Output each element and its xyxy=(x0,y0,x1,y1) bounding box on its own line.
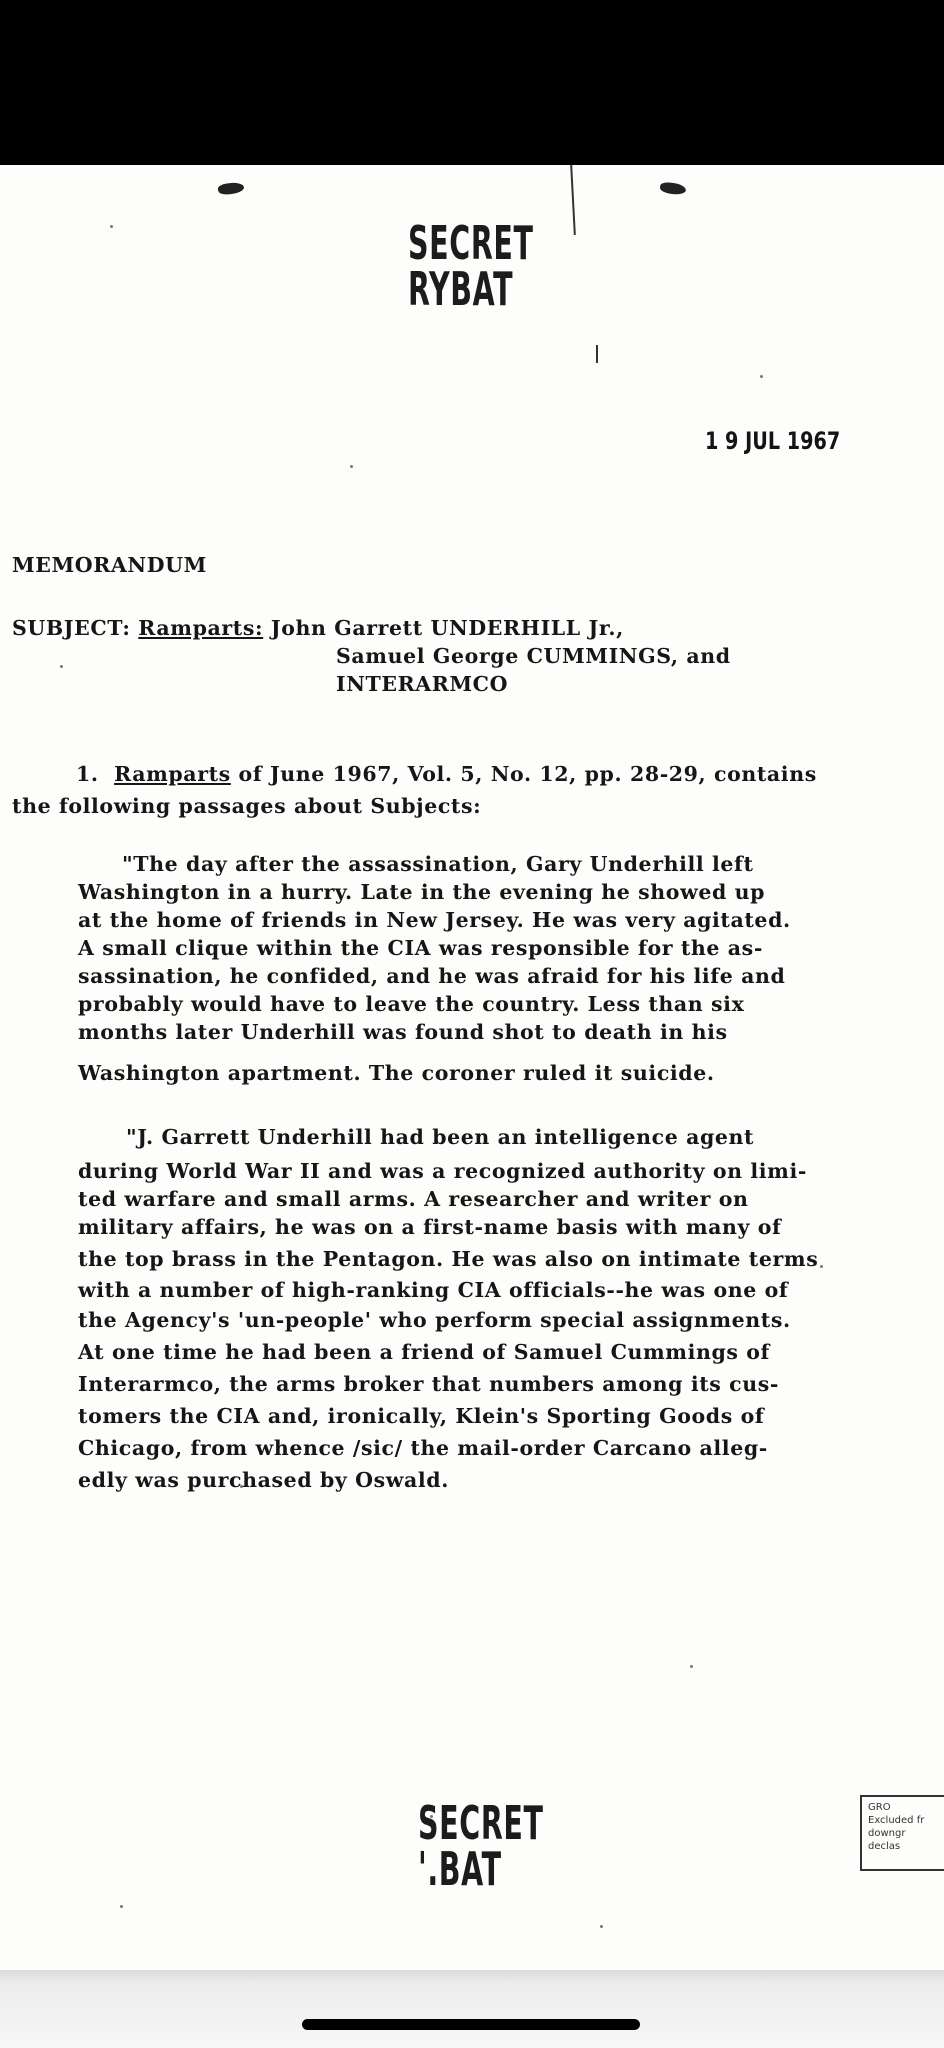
speck xyxy=(350,465,353,468)
quote2-line: "J. Garrett Underhill had been an intelligence agent xyxy=(126,1125,755,1149)
speck xyxy=(60,665,63,668)
quote2-line: the top brass in the Pentagon. He was also on intimate terms xyxy=(78,1247,819,1271)
speck xyxy=(110,225,113,228)
subject-line1: John Garrett UNDERHILL Jr., xyxy=(263,616,624,640)
scan-line xyxy=(570,165,576,235)
paragraph1-line1 xyxy=(76,762,817,786)
quote1-line: Washington in a hurry. Late in the evening he showed up xyxy=(78,880,766,904)
quote2-line: military affairs, he was on a first-name basis with many of xyxy=(78,1215,782,1239)
viewer-bottom-strip xyxy=(0,1970,944,2048)
exemption-line: declas xyxy=(868,1841,901,1852)
speck xyxy=(600,1925,603,1928)
quote2-line: the Agency's 'un-people' who perform special assignments. xyxy=(78,1308,791,1332)
quote2-line: edly was purchased by Oswald. xyxy=(78,1468,449,1492)
subject-line3: INTERARMCO xyxy=(336,672,509,696)
copy-mark xyxy=(659,182,686,196)
speck xyxy=(120,1905,123,1908)
quote1-line: probably would have to leave the country. Less than six xyxy=(78,992,745,1016)
quote1-line: Washington apartment. The coroner ruled it suicide. xyxy=(78,1061,715,1085)
quote1-line: "The day after the assassination, Gary Underhill left xyxy=(122,852,754,876)
quote2-line: ted warfare and small arms. A researcher and writer on xyxy=(78,1187,749,1211)
paragraph1-rest: of June 1967, Vol. 5, No. 12, pp. 28-29, contains xyxy=(230,762,817,786)
classification-top-line2: RYBAT xyxy=(408,262,514,316)
exemption-line: GRO xyxy=(868,1802,891,1813)
subject-line xyxy=(12,616,624,640)
classification-bottom xyxy=(418,1796,544,1896)
exemption-stamp xyxy=(860,1795,944,1871)
speck xyxy=(820,1265,823,1268)
classification-bottom-line2: '.BAT xyxy=(418,1842,502,1896)
quote1-line: A small clique within the CIA was responsible for the as- xyxy=(78,936,763,960)
classification-bottom-line1: SECRET xyxy=(418,1796,544,1850)
quote1-line: months later Underhill was found shot to death in his xyxy=(78,1020,728,1044)
home-indicator[interactable] xyxy=(302,2019,640,2030)
top-black-bar xyxy=(0,0,944,165)
exemption-line: Excluded fr xyxy=(868,1815,925,1826)
quote2-line: during World War II and was a recognized authority on limi- xyxy=(78,1159,807,1183)
classification-top xyxy=(408,216,534,316)
date-stamp: 1 9 JUL 1967 xyxy=(705,427,841,455)
subject-label: SUBJECT: xyxy=(12,616,131,640)
quote1-line: sassination, he confided, and he was afraid for his life and xyxy=(78,964,786,988)
paragraph1-line2: the following passages about Subjects: xyxy=(12,794,482,818)
exemption-line: downgr xyxy=(868,1828,906,1839)
quote2-line: with a number of high-ranking CIA officials--he was one of xyxy=(78,1278,789,1302)
subject-line2: Samuel George CUMMINGS, and xyxy=(336,644,731,668)
quote2-line: tomers the CIA and, ironically, Klein's Sporting Goods of xyxy=(78,1404,765,1428)
quote2-line: At one time he had been a friend of Samuel Cummings of xyxy=(78,1340,770,1364)
paragraph1-source: Ramparts xyxy=(114,762,231,786)
copy-mark xyxy=(217,181,244,196)
speck xyxy=(760,375,763,378)
paragraph1-number: 1. xyxy=(76,762,99,786)
subject-topic: Ramparts: xyxy=(138,616,264,640)
scan-line xyxy=(596,345,598,363)
speck xyxy=(690,1665,693,1668)
doc-type-heading: MEMORANDUM xyxy=(12,553,207,577)
classification-top-line1: SECRET xyxy=(408,216,534,270)
quote2-line: Interarmco, the arms broker that numbers among its cus- xyxy=(78,1372,780,1396)
quote2-line: Chicago, from whence /sic/ the mail-order Carcano alleg- xyxy=(78,1436,768,1460)
quote1-line: at the home of friends in New Jersey. He was very agitated. xyxy=(78,908,791,932)
